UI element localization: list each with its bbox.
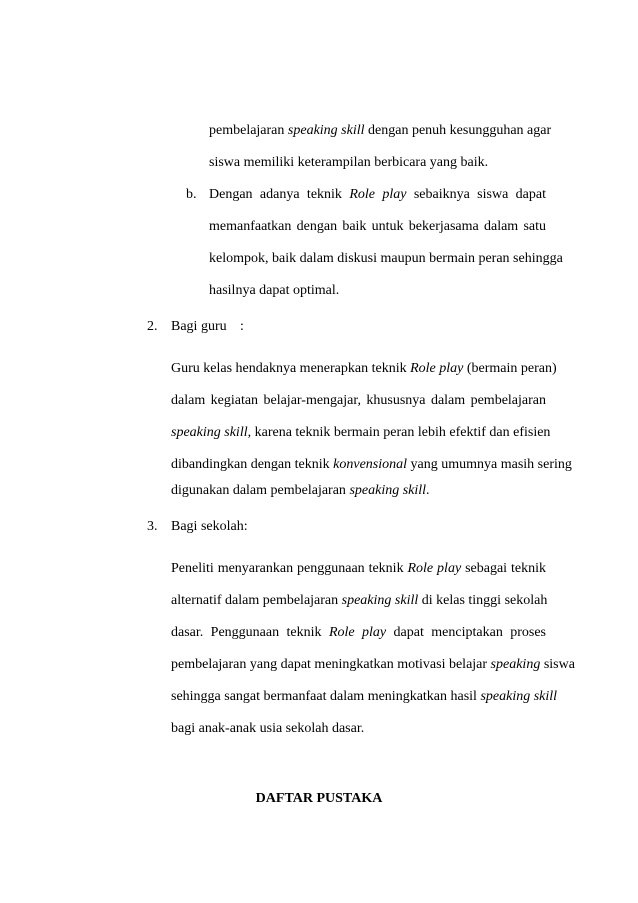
section-heading: Bagi sekolah: xyxy=(171,519,248,534)
section-colon: : xyxy=(240,319,244,334)
paragraph-line: alternatif dalam pembelajaran speaking skill di kelas tinggi sekolah xyxy=(171,593,548,608)
paragraph-line: pembelajaran yang dapat meningkatkan motivasi belajar speaking siswa xyxy=(171,657,575,672)
paragraph-line: pembelajaran speaking skill dengan penuh kesungguhan agar xyxy=(209,123,552,138)
paragraph-line: dalam kegiatan belajar-mengajar, khususnya dalam pembelajaran xyxy=(171,393,546,408)
bibliography-heading: DAFTAR PUSTAKA xyxy=(255,791,383,806)
paragraph-line: dibandingkan dengan teknik konvensional yang umumnya masih sering xyxy=(171,457,572,472)
paragraph-line: bagi anak-anak usia sekolah dasar. xyxy=(171,721,365,736)
paragraph-line: Guru kelas hendaknya menerapkan teknik Role play (bermain peran) xyxy=(171,361,557,376)
list-marker: b. xyxy=(186,187,197,202)
paragraph-line: siswa memiliki keterampilan berbicara yang baik. xyxy=(209,155,489,170)
paragraph-line: Peneliti menyarankan penggunaan teknik Role play sebagai teknik xyxy=(171,561,546,576)
paragraph-line: speaking skill, karena teknik bermain peran lebih efektif dan efisien xyxy=(171,425,551,440)
paragraph-line: sehingga sangat bermanfaat dalam meningkatkan hasil speaking skill xyxy=(171,689,558,704)
section-number: 2. xyxy=(147,319,158,334)
section-number: 3. xyxy=(147,519,158,534)
paragraph-line: memanfaatkan dengan baik untuk bekerjasama dalam satu xyxy=(209,219,546,234)
section-heading: Bagi guru xyxy=(171,319,227,334)
paragraph-line: digunakan dalam pembelajaran speaking skill. xyxy=(171,483,430,498)
paragraph-line: kelompok, baik dalam diskusi maupun bermain peran sehingga xyxy=(209,251,563,266)
paragraph-line: dasar. Penggunaan teknik Role play dapat menciptakan proses xyxy=(171,625,547,640)
paragraph-line: hasilnya dapat optimal. xyxy=(209,283,340,298)
paragraph-line: Dengan adanya teknik Role play sebaiknya siswa dapat xyxy=(209,187,546,202)
